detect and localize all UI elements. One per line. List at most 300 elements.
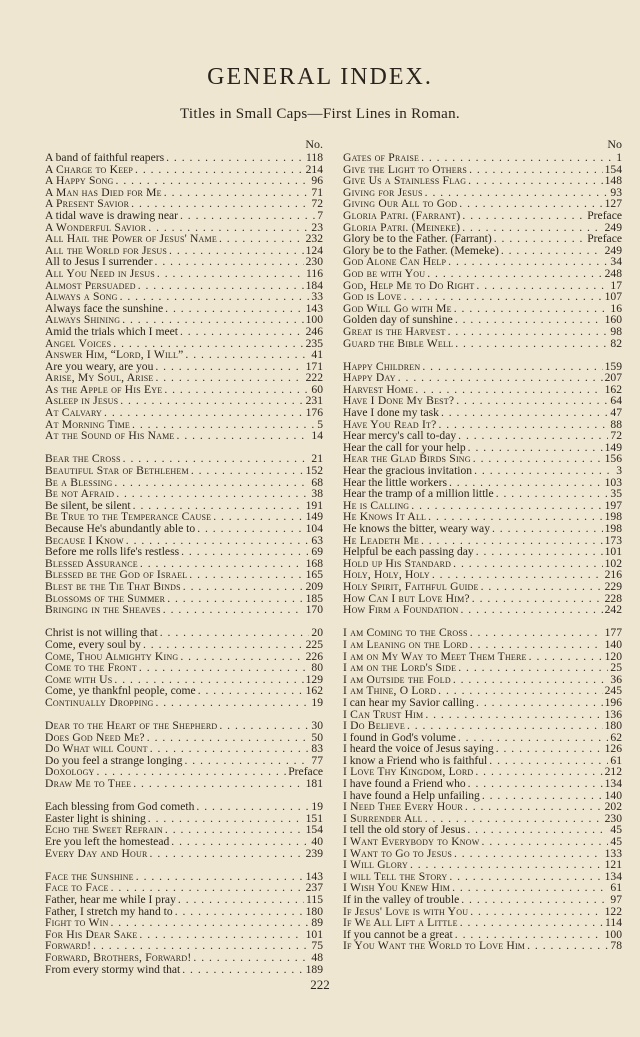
dot-leader — [448, 326, 609, 338]
entry-title: Come with Us — [45, 672, 113, 686]
dot-leader — [133, 778, 303, 790]
index-entry — [343, 152, 622, 164]
entry-number: 176 — [305, 406, 323, 420]
index-entry — [343, 291, 622, 303]
entry-number: 100 — [305, 313, 323, 327]
entry-title: Continually Dropping — [45, 695, 154, 709]
entry-number: 207 — [604, 371, 622, 385]
entry-number: 181 — [305, 777, 323, 791]
dot-leader — [167, 593, 303, 605]
dot-leader — [197, 523, 303, 535]
dot-leader — [469, 164, 603, 176]
dot-leader — [166, 152, 304, 164]
dot-leader — [116, 488, 309, 500]
dot-leader — [468, 778, 603, 790]
entry-title: Hear the call for your help — [343, 440, 466, 454]
entry-title: I have found a Help unfailing — [343, 788, 480, 802]
entry-number: 120 — [604, 649, 622, 663]
page-title: GENERAL INDEX. — [207, 64, 433, 90]
entry-number: 100 — [604, 927, 622, 941]
entry-title: Guard the Bible Well — [343, 336, 454, 350]
entry-number: 71 — [311, 185, 323, 199]
entry-number: 77 — [311, 753, 323, 767]
entry-title: Be True to the Temperance Cause — [45, 510, 212, 524]
index-entry — [45, 964, 323, 976]
entry-number: 237 — [305, 881, 323, 895]
entry-number: 88 — [610, 417, 622, 431]
dot-leader — [460, 917, 603, 929]
dot-leader — [198, 685, 304, 697]
entry-number: 36 — [610, 672, 622, 686]
dot-leader — [177, 430, 310, 442]
entry-title: A band of faithful reapers — [45, 151, 165, 164]
entry-number: Preface — [587, 208, 622, 222]
index-entry — [343, 326, 622, 338]
dot-leader — [501, 245, 603, 257]
index-entry — [45, 210, 323, 222]
entry-number: 246 — [305, 324, 323, 338]
entry-number: 197 — [604, 498, 622, 512]
entry-title: I Want to Go to Jesus — [343, 846, 452, 860]
entry-title: I tell the old story of Jesus — [343, 823, 466, 837]
entry-number: 50 — [311, 730, 323, 744]
entry-title: I am Coming to the Cross — [343, 626, 468, 640]
dot-leader — [183, 581, 304, 593]
index-entry — [343, 697, 622, 709]
entry-title: Golden day of sunshine — [343, 313, 453, 327]
dot-leader — [180, 210, 315, 222]
entry-number: 191 — [305, 498, 323, 512]
dot-leader — [496, 488, 609, 500]
entry-number: 102 — [604, 556, 622, 570]
dot-leader — [147, 732, 310, 744]
dot-leader — [398, 372, 603, 384]
dot-leader — [456, 395, 608, 407]
dot-leader — [191, 465, 304, 477]
dot-leader — [219, 233, 304, 245]
entry-number: 124 — [305, 243, 323, 257]
entry-number: 165 — [305, 568, 323, 582]
dot-leader — [472, 593, 603, 605]
entry-title: All the World for Jesus — [45, 243, 168, 257]
entry-title: Blessed Assurance — [45, 556, 138, 570]
entry-title: Blessed be the God of Israel — [45, 568, 188, 582]
entry-title: God is Love — [343, 290, 402, 304]
entry-number: 114 — [605, 916, 622, 930]
entry-title: Each blessing from God cometh — [45, 800, 195, 814]
entry-number: 107 — [604, 290, 622, 304]
entry-number: 47 — [610, 406, 622, 420]
entry-title: Always Shining — [45, 313, 121, 327]
dot-leader — [482, 790, 603, 802]
entry-number: 156 — [604, 452, 622, 466]
dot-leader — [494, 233, 585, 245]
dot-leader — [455, 338, 608, 350]
entry-title: At the Sound of His Name — [45, 429, 175, 443]
dot-leader — [213, 511, 303, 523]
entry-number: 162 — [305, 684, 323, 698]
entry-title: For His Dear Sake — [45, 927, 138, 941]
entry-title: From every stormy wind that — [45, 962, 181, 976]
entry-title: A Present Savior — [45, 197, 130, 211]
entry-number: 122 — [604, 904, 622, 918]
entry-number: 121 — [604, 858, 622, 872]
entry-number: 25 — [610, 661, 622, 675]
entry-number: 115 — [306, 893, 323, 906]
index-entry — [45, 952, 323, 964]
entry-number: 134 — [604, 777, 622, 791]
dot-leader — [110, 917, 309, 929]
entry-number: 83 — [311, 742, 323, 756]
entry-title: All to Jesus I surrender — [45, 255, 153, 269]
dot-leader — [114, 477, 309, 489]
entry-number: 159 — [604, 359, 622, 373]
dot-leader — [120, 395, 303, 407]
entry-title: Beautiful Star of Bethlehem — [45, 464, 189, 478]
entry-title: Forward, Brothers, Forward! — [45, 950, 192, 964]
dot-leader — [453, 558, 602, 570]
entry-title: Hear the Glad Birds Sing — [343, 452, 471, 466]
entry-title: Does God Need Me? — [45, 730, 145, 744]
entry-title: I will Tell the Story — [343, 869, 448, 883]
index-entry — [343, 523, 622, 535]
dot-leader — [468, 175, 602, 187]
index-entry — [343, 268, 622, 280]
dot-leader — [164, 187, 310, 199]
index-entry — [343, 662, 622, 674]
entry-number: 232 — [305, 232, 323, 246]
dot-leader — [489, 755, 608, 767]
entry-number: 230 — [305, 255, 323, 269]
dot-leader — [468, 442, 603, 454]
entry-number: 249 — [604, 220, 622, 234]
dot-leader — [461, 894, 608, 906]
dot-leader — [473, 453, 603, 465]
index-entry — [45, 778, 323, 790]
dot-leader — [157, 268, 304, 280]
entry-title: I Love Thy Kingdom, Lord — [343, 765, 474, 779]
entry-title: I Need Thee Every Hour — [343, 800, 463, 814]
entry-title: Bringing in the Sheaves — [45, 603, 161, 617]
dot-leader — [180, 326, 304, 338]
entry-number: 3 — [616, 464, 622, 478]
entry-title: Face to Face — [45, 881, 109, 895]
entry-title: Ere you left the homestead — [45, 835, 170, 849]
entry-title: Holy, Holy, Holy — [343, 568, 430, 582]
entry-title: Answer Him, “Lord, I Will” — [45, 348, 184, 362]
dot-leader — [467, 824, 608, 836]
index-entry — [343, 720, 622, 732]
entry-title: Come to the Front — [45, 661, 137, 675]
entry-number: 242 — [604, 603, 622, 617]
entry-number: 34 — [610, 255, 622, 269]
entry-number: 168 — [305, 556, 323, 570]
entry-number: 196 — [604, 695, 622, 709]
entry-title: Have You Read It? — [343, 417, 437, 431]
entry-title: Harvest Home — [343, 382, 414, 396]
entry-number: 239 — [305, 846, 323, 860]
dot-leader — [470, 639, 603, 651]
entry-number: 214 — [305, 162, 323, 176]
entry-title: Christ is not willing that — [45, 626, 158, 640]
entry-title: Almost Persuaded — [45, 278, 136, 292]
dot-leader — [476, 546, 603, 558]
entry-title: Hear the tramp of a million little — [343, 487, 494, 501]
entry-number: 103 — [604, 475, 622, 489]
index-entry — [343, 836, 622, 848]
entry-title: Have I done my task — [343, 406, 439, 420]
entry-title: Hear the gracious invitation — [343, 464, 473, 478]
entry-title: Have I Done My Best? — [343, 394, 455, 408]
entry-number: 248 — [604, 266, 622, 280]
index-entry — [45, 639, 323, 651]
entry-number: 189 — [305, 962, 323, 976]
dot-leader — [193, 952, 309, 964]
group-spacer — [343, 349, 622, 361]
dot-leader — [427, 268, 602, 280]
entry-number: 89 — [311, 916, 323, 930]
dot-leader — [422, 361, 602, 373]
entry-number: 17 — [610, 278, 622, 292]
entry-number: 170 — [305, 603, 323, 617]
index-entry — [45, 326, 323, 338]
entry-title: If Jesus' Love is with You — [343, 904, 469, 918]
entry-title: I Want Everybody to Know — [343, 835, 480, 849]
entry-number: 173 — [604, 533, 622, 547]
dot-leader — [189, 569, 303, 581]
entry-title: A Charge to Keep — [45, 162, 134, 176]
entry-number: 133 — [604, 846, 622, 860]
index-entry — [45, 407, 323, 419]
entry-title: Holy Spirit, Faithful Guide — [343, 579, 479, 593]
entry-title: If We All Lift a Little — [343, 916, 458, 930]
entry-title: I am on My Way to Meet Them There — [343, 649, 527, 663]
entry-title: Echo the Sweet Refrain — [45, 823, 163, 837]
entry-title: Hear mercy's call to-day — [343, 429, 457, 443]
entry-title: Because He's abundantly able to — [45, 522, 196, 535]
entry-title: Always a Song — [45, 290, 118, 304]
index-entry — [45, 836, 323, 848]
dot-leader — [458, 662, 608, 674]
dot-leader — [458, 430, 608, 442]
index-entry — [45, 523, 323, 535]
entry-title: God Will Go with Me — [343, 301, 452, 315]
dot-leader — [454, 848, 603, 860]
dot-leader — [496, 743, 603, 755]
dot-leader — [404, 291, 603, 303]
entry-title: Father, hear me while I pray — [45, 893, 176, 906]
entry-number: 16 — [610, 301, 622, 315]
entry-title: Bear the Cross — [45, 452, 121, 466]
dot-leader — [219, 720, 309, 732]
entry-number: 149 — [305, 510, 323, 524]
entry-number: 148 — [604, 174, 622, 188]
entry-title: All You Need in Jesus — [45, 266, 155, 280]
entry-number: 68 — [311, 475, 323, 489]
index-entry — [45, 268, 323, 280]
entry-number: 72 — [610, 429, 622, 443]
entry-title: Amid the trials which I meet — [45, 324, 178, 338]
entry-number: 209 — [305, 579, 323, 593]
entry-title: He is Calling — [343, 498, 410, 512]
entry-number: 177 — [604, 626, 622, 640]
dot-leader — [104, 407, 304, 419]
dot-leader — [181, 546, 309, 558]
dot-leader — [150, 848, 304, 860]
index-entry — [343, 639, 622, 651]
dot-leader — [476, 697, 603, 709]
entry-number: 40 — [311, 835, 323, 849]
entry-title: Glory be to the Father. (Memeke) — [343, 243, 499, 257]
entry-title: Before me rolls life's restless — [45, 545, 180, 559]
entry-number: 45 — [610, 835, 622, 849]
index-entry — [343, 338, 622, 350]
entry-title: God Alone Can Help — [343, 255, 447, 269]
entry-number: 101 — [604, 545, 622, 559]
dot-leader — [454, 303, 609, 315]
entry-number: 69 — [311, 545, 323, 559]
entry-number: 21 — [311, 452, 323, 466]
entry-title: Give Us a Stainless Flag — [343, 174, 467, 188]
entry-title: Happy Day — [343, 371, 396, 385]
entry-number: 72 — [311, 197, 323, 211]
entry-title: Blossoms of the Summer — [45, 591, 166, 605]
entry-number: 212 — [604, 765, 622, 779]
entry-number: 249 — [604, 243, 622, 257]
entry-number: 140 — [604, 637, 622, 651]
entry-title: Do What will Count — [45, 742, 148, 756]
entry-number: 45 — [610, 823, 622, 837]
entry-title: At Morning Time — [45, 417, 131, 431]
entry-number: 61 — [610, 753, 622, 767]
entry-number: 225 — [305, 637, 323, 651]
dot-leader — [461, 604, 603, 616]
entry-title: As the Apple of His Eye — [45, 382, 163, 396]
entry-number: 198 — [604, 510, 622, 524]
entry-title: Always face the sunshine — [45, 301, 164, 315]
entry-number: 143 — [305, 301, 323, 315]
dot-leader — [138, 280, 304, 292]
entry-number: 64 — [610, 394, 622, 408]
dot-leader — [165, 824, 304, 836]
entry-number: 82 — [610, 336, 622, 350]
entry-number: 226 — [305, 649, 323, 663]
entry-number: 185 — [305, 591, 323, 605]
index-entry — [343, 233, 622, 245]
dot-leader — [529, 651, 603, 663]
entry-title: Every Day and Hour — [45, 846, 148, 860]
entry-number: 129 — [305, 672, 323, 686]
entry-number: 78 — [610, 939, 622, 953]
entry-number: Preface — [288, 765, 323, 779]
dot-leader — [411, 500, 602, 512]
entry-number: 202 — [604, 800, 622, 814]
entry-title: All Hail the Power of Jesus' Name — [45, 232, 217, 246]
dot-leader — [448, 256, 608, 268]
page-number: 222 — [310, 977, 330, 992]
index-entry — [45, 349, 323, 361]
entry-number: 38 — [311, 487, 323, 501]
entry-title: Arise, My Soul, Arise — [45, 371, 154, 385]
entry-title: Dear to the Heart of the Shepherd — [45, 719, 218, 733]
entry-number: 127 — [604, 197, 622, 211]
dot-leader — [136, 871, 304, 883]
entry-number: 162 — [604, 382, 622, 396]
entry-number: 235 — [305, 336, 323, 350]
dot-leader — [438, 419, 608, 431]
dot-leader — [155, 697, 309, 709]
page-subtitle: Titles in Small Caps—First Lines in Roman. — [180, 106, 460, 122]
entry-title: Asleep in Jesus — [45, 394, 119, 408]
dot-leader — [182, 964, 303, 976]
entry-title: Be silent, be silent — [45, 498, 131, 512]
entry-number: 30 — [311, 719, 323, 733]
entry-number: 228 — [604, 591, 622, 605]
index-entry — [45, 662, 323, 674]
dot-leader — [135, 164, 304, 176]
entry-number: 231 — [305, 394, 323, 408]
entry-number: 149 — [604, 440, 622, 454]
entry-title: He Leadeth Me — [343, 533, 419, 547]
entry-title: He Knows It All — [343, 510, 427, 524]
index-entry — [45, 581, 323, 593]
entry-title: I am on the Lord's Side — [343, 661, 457, 675]
entry-title: God, Help Me to Do Right — [343, 278, 475, 292]
entry-title: Giving Our All to God — [343, 197, 458, 211]
dot-leader — [474, 465, 614, 477]
entry-title: Hold up His Standard — [343, 556, 452, 570]
entry-title: I Can Trust Him — [343, 707, 424, 721]
dot-leader — [185, 349, 309, 361]
index-entry — [45, 604, 323, 616]
dot-leader — [155, 361, 303, 373]
entry-title: Come, Thou Almighty King — [45, 649, 179, 663]
entry-title: Draw Me to Thee — [45, 777, 132, 791]
entry-title: A Happy Song — [45, 174, 114, 188]
dot-leader — [196, 801, 309, 813]
entry-number: 96 — [311, 174, 323, 188]
dot-leader — [481, 581, 603, 593]
entry-title: A Man has Died for Me — [45, 185, 162, 199]
index-column-right — [343, 137, 622, 952]
entry-number: 160 — [604, 313, 622, 327]
dot-leader — [465, 801, 603, 813]
entry-title: Father, I stretch my hand to — [45, 904, 173, 918]
entry-title: I am Leaning on the Lord — [343, 637, 468, 651]
entry-title: Easter light is shining — [45, 811, 146, 825]
entry-title: A Wonderful Savior — [45, 220, 147, 234]
entry-number: 198 — [604, 522, 622, 535]
dot-leader — [449, 871, 602, 883]
dot-leader — [164, 384, 309, 396]
entry-title: Happy Children — [343, 359, 421, 373]
index-entry — [45, 894, 323, 906]
entry-number: 48 — [311, 950, 323, 964]
entry-title: Gates of Praise — [343, 151, 420, 164]
entry-number: 63 — [311, 533, 323, 547]
dot-leader — [475, 766, 602, 778]
entry-number: 98 — [610, 324, 622, 338]
entry-number: 154 — [604, 162, 622, 176]
index-entry — [343, 940, 622, 952]
dot-leader — [143, 639, 304, 651]
entry-title: Because I Know — [45, 533, 124, 547]
entry-title: I have found a Friend who — [343, 777, 466, 791]
index-entry — [45, 291, 323, 303]
dot-leader — [462, 210, 585, 222]
dot-leader — [139, 662, 310, 674]
entry-number: 35 — [610, 487, 622, 501]
